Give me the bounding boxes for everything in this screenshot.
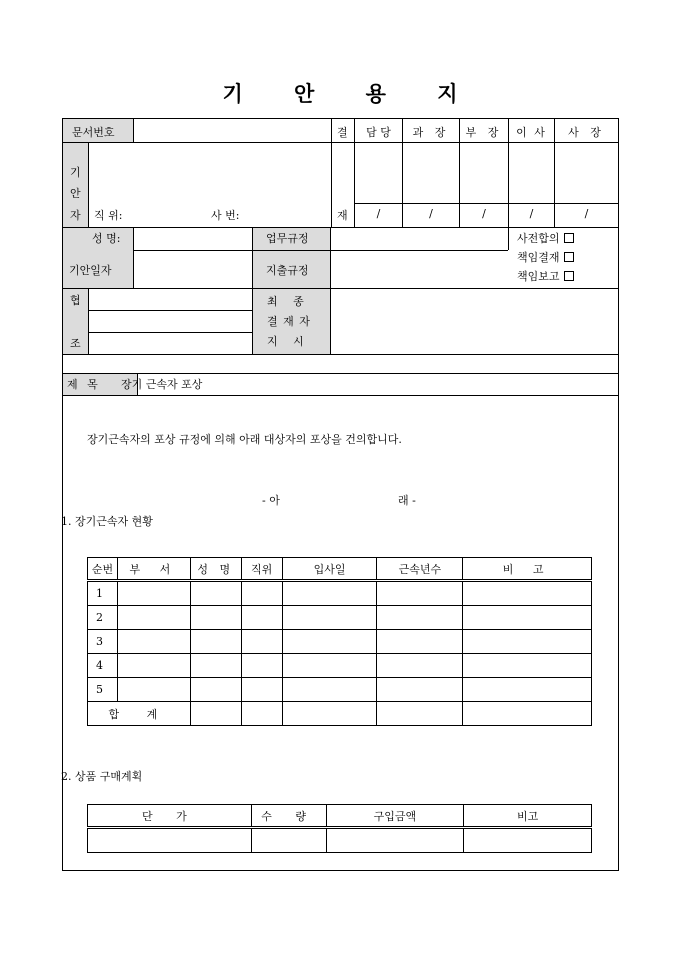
long-service-table bbox=[87, 557, 592, 726]
option-responsible-approval-label: 책임결재 bbox=[517, 251, 560, 264]
business-rule-label: 업무규정 bbox=[266, 232, 309, 245]
subject-label: 제 목 bbox=[67, 378, 101, 391]
col-quantity: 수 량 bbox=[251, 805, 326, 828]
approver-director: 이 사 bbox=[516, 126, 547, 139]
row-number: 3 bbox=[88, 630, 118, 654]
option-prior-agreement-label: 사전합의 bbox=[517, 232, 560, 245]
col-purchase-amount: 구입금액 bbox=[326, 805, 464, 828]
approval-char-1: 결 bbox=[337, 126, 348, 139]
drafter-char-3: 자 bbox=[70, 209, 81, 222]
checkbox-icon[interactable] bbox=[564, 271, 574, 281]
drafter-char-1: 기 bbox=[70, 166, 81, 179]
col-seq: 순번 bbox=[88, 558, 118, 581]
section2-heading: 2. 상품 구매계획 bbox=[61, 770, 143, 783]
intro-text: 장기근속자의 포상 규정에 의해 아래 대상자의 포상을 건의합니다. bbox=[87, 433, 402, 446]
approver-section-chief: 과 장 bbox=[412, 126, 450, 139]
approval-char-2: 재 bbox=[337, 209, 348, 222]
section1-heading: 1. 장기근속자 현황 bbox=[61, 515, 153, 528]
purchase-plan-table bbox=[87, 804, 592, 853]
date-slash-1: / bbox=[376, 207, 381, 220]
cooperation-char-1: 협 bbox=[70, 294, 81, 307]
final-approver-line-2: 결 재 자 bbox=[267, 315, 311, 328]
table-row bbox=[88, 581, 592, 606]
col-position: 직위 bbox=[241, 558, 282, 581]
total-row bbox=[88, 702, 592, 726]
row-number: 1 bbox=[88, 581, 118, 606]
row-number: 4 bbox=[88, 654, 118, 678]
drafter-char-2: 안 bbox=[70, 187, 81, 200]
col-unit-price: 단 가 bbox=[88, 805, 252, 828]
row-number: 2 bbox=[88, 606, 118, 630]
row-number: 5 bbox=[88, 678, 118, 702]
subject-value: 장기 근속자 포상 bbox=[121, 378, 203, 391]
table-row bbox=[88, 606, 592, 630]
name-label: 성 명: bbox=[92, 232, 121, 245]
date-slash-5: / bbox=[584, 207, 589, 220]
below-marker-left: - 아 bbox=[262, 494, 280, 507]
cooperation-char-2: 조 bbox=[70, 337, 81, 350]
table-row bbox=[88, 828, 592, 853]
checkbox-icon[interactable] bbox=[564, 252, 574, 262]
draft-form bbox=[62, 118, 619, 871]
approver-staff: 담 당 bbox=[366, 126, 391, 139]
final-approver-line-3: 지 시 bbox=[267, 335, 310, 348]
col-department: 부 서 bbox=[117, 558, 190, 581]
table-row bbox=[88, 654, 592, 678]
draft-date-label: 기안일자 bbox=[69, 264, 112, 277]
date-slash-4: / bbox=[529, 207, 534, 220]
employee-no-label: 사 번: bbox=[211, 209, 240, 222]
col-name: 성 명 bbox=[190, 558, 241, 581]
expense-rule-label: 지출규정 bbox=[266, 264, 309, 277]
table-row bbox=[88, 678, 592, 702]
doc-number-label: 문서번호 bbox=[72, 126, 115, 139]
col-years: 근속년수 bbox=[377, 558, 463, 581]
date-slash-2: / bbox=[429, 207, 433, 220]
col-remarks: 비 고 bbox=[463, 558, 592, 581]
table-row bbox=[88, 630, 592, 654]
option-responsible-report[interactable] bbox=[517, 268, 574, 284]
option-responsible-report-label: 책임보고 bbox=[517, 270, 560, 283]
date-slash-3: / bbox=[482, 207, 486, 220]
col-join-date: 입사일 bbox=[282, 558, 377, 581]
final-approver-line-1: 최 종 bbox=[267, 295, 310, 308]
approver-dept-head: 부 장 bbox=[465, 126, 503, 139]
total-label: 합 계 bbox=[88, 702, 191, 726]
col-remarks2: 비고 bbox=[464, 805, 592, 828]
below-marker-right: 래 - bbox=[398, 494, 416, 507]
position-label: 직 위: bbox=[94, 209, 123, 222]
page-title: 기 안 용 지 bbox=[222, 81, 480, 106]
approver-president: 사 장 bbox=[568, 126, 605, 139]
checkbox-icon[interactable] bbox=[564, 233, 574, 243]
option-responsible-approval[interactable] bbox=[517, 249, 574, 265]
option-prior-agreement[interactable] bbox=[517, 230, 574, 246]
